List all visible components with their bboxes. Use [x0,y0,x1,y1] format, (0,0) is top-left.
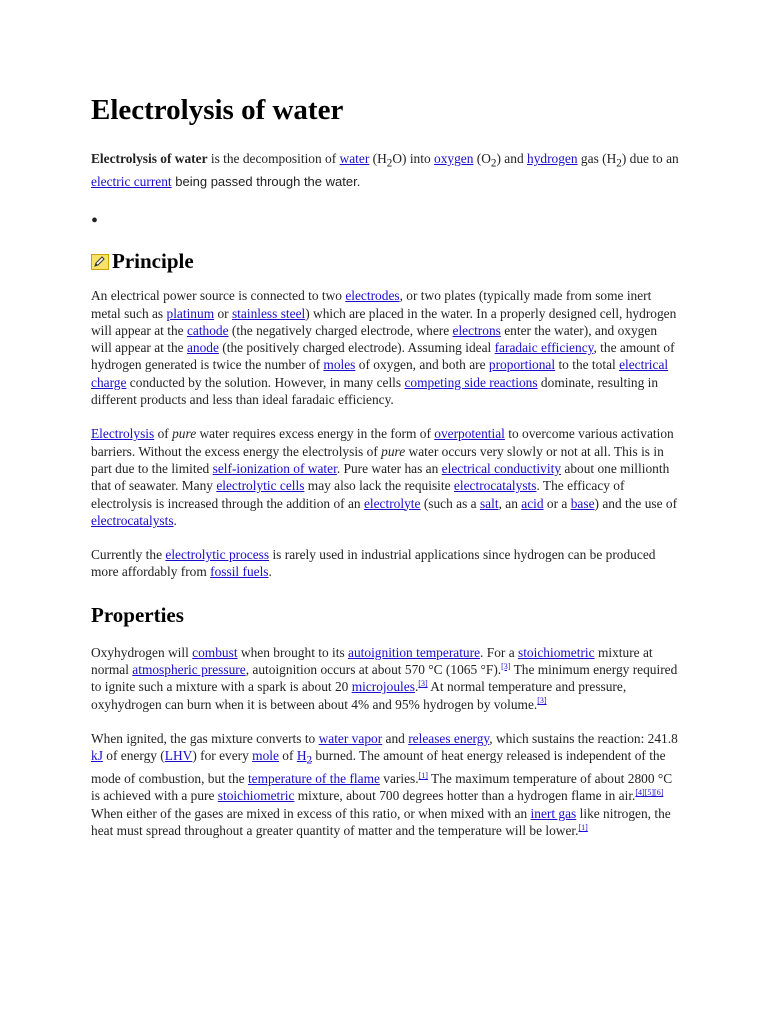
link-self-ionization-of-water[interactable]: self-ionization of water [212,460,337,476]
text: ) due to an [621,151,679,166]
edit-icon[interactable] [91,254,109,270]
principle-paragraph-3 [91,546,681,581]
subscript: 2 [306,754,313,767]
subscript: 2 [490,157,497,170]
link-stainless-steel[interactable]: stainless steel [231,305,306,321]
citation-link[interactable]: [4] [635,788,645,797]
text: Oxyhydrogen will [91,644,193,660]
text: when brought to its [237,644,349,660]
citation-link[interactable]: [1] [418,770,428,780]
text: At normal temperature and pressure, oxyhydrogen can burn when it is between about 4% and 95% hydrogen by volume. [91,679,627,712]
link-cathode[interactable]: cathode [186,322,229,338]
intro-bold-term: Electrolysis of water [91,151,208,166]
citation-link[interactable]: [5] [644,788,655,797]
text: O) into [392,151,435,166]
citation-link[interactable]: [3] [501,661,511,671]
text: is rarely used in industrial applications since hydrogen can be produced more affordably from [91,547,656,580]
link-anode[interactable]: anode [186,340,219,356]
text: varies. [379,771,419,787]
text: ) and the use of [594,495,678,511]
text: , autoignition occurs at about 570 °C (1065 °F). [245,662,502,678]
link-electrolytic-cells[interactable]: electrolytic cells [216,478,305,494]
link-electrical-charge[interactable]: electrical charge [91,357,669,390]
text: mixture, about 700 degrees hotter than a hydrogen flame in air. [294,788,636,804]
text: (such as a [420,495,480,511]
link-autoignition-temperature[interactable]: autoignition temperature [348,644,481,660]
link-h2[interactable] [296,748,313,767]
text: or a [543,495,571,511]
text: An electrical power source is connected to two [91,288,346,304]
link-electrodes[interactable]: electrodes [345,288,400,304]
link-temperature-of-the-flame[interactable]: temperature of the flame [247,771,380,787]
link-salt[interactable]: salt [479,495,499,511]
article-content [91,92,681,839]
text: (the positively charged electrode). Assuming ideal [218,340,495,356]
text: burned. The amount of heat energy released is independent of the mode of combustion, but the [91,748,666,787]
link-stoichiometric[interactable]: stoichiometric [517,644,595,660]
text: of energy ( [102,748,165,764]
text: (the negatively charged electrode, where [228,322,453,338]
citation-link[interactable]: [1] [578,822,588,832]
text: like nitrogen, the heat must spread throughout a greater quantity of matter and the temperature will be lower. [91,805,671,839]
link-stoichiometric-2[interactable]: stoichiometric [217,788,295,804]
text: dominate, resulting in different products and less than ideal faradaic efficiency. [91,374,659,408]
section-heading-properties: Properties [91,602,184,627]
link-electrocatalysts[interactable]: electrocatalysts [453,478,537,494]
link-oxygen[interactable]: oxygen [434,151,474,166]
text: may also lack the requisite [304,478,454,494]
text: ) for every [192,748,253,764]
text: conducted by the solution. However, in many cells [126,374,405,390]
text: . [173,512,177,528]
properties-paragraph-2 [91,730,681,839]
subscript: 2 [616,157,622,170]
text: When ignited, the gas mixture converts to [91,730,319,746]
text: H [296,748,307,764]
link-hydrogen[interactable]: hydrogen [527,151,578,166]
text: mixture at normal [91,644,653,678]
link-acid[interactable]: acid [521,495,544,511]
text: , an [498,495,522,511]
principle-paragraph-1 [91,287,681,408]
link-electrolytic-process[interactable]: electrolytic process [165,547,270,563]
link-moles[interactable]: moles [323,357,356,373]
link-atmospheric-pressure[interactable]: atmospheric pressure [132,662,246,678]
link-overpotential[interactable]: overpotential [434,426,505,442]
link-competing-side-reactions[interactable]: competing side reactions [404,374,538,390]
text: , the amount of hydrogen generated is twice the number of [91,340,675,373]
text: about one millionth that of seawater. Many [91,460,670,494]
text: , which sustains the reaction: 241.8 [489,730,678,746]
text: water occurs very slowly or not at all. This is in part due to the limited [91,443,664,476]
link-electrocatalysts-2[interactable]: electrocatalysts [91,512,174,528]
subscript: 2 [386,157,393,170]
text: gas (H [577,151,617,166]
text: ) which are placed in the water. In a properly designed cell, hydrogen will appear at the [91,305,677,338]
text: The minimum energy required to ignite such a mixture with a spark is about 20 [91,662,678,695]
text: . Pure water has an [336,460,442,476]
text: of oxygen, and both are [355,357,489,373]
link-fossil-fuels[interactable]: fossil fuels [210,564,269,580]
text: . [268,564,272,580]
italic-text: pure [381,443,406,459]
text: Currently the [91,547,166,563]
link-water-vapor[interactable]: water vapor [318,730,383,746]
citation-link[interactable]: [3] [418,678,428,688]
text: of [154,426,173,442]
link-electrolysis[interactable]: Electrolysis [91,426,155,442]
text: When either of the gases are mixed in excess of this ratio, or when mixed with an [91,805,531,821]
link-mole[interactable]: mole [252,748,279,764]
text: . [414,679,419,695]
text: being passed through the water. [171,173,361,189]
section-heading-principle: Principle [112,249,194,274]
text: to the total [555,357,620,373]
text: or [214,305,232,321]
text: . For a [480,644,518,660]
bullet-point: • [91,210,99,233]
intro-paragraph [91,150,681,190]
text: enter the water), and oxygen will appear at the [91,322,658,356]
principle-paragraph-2 [91,425,681,529]
text: . The efficacy of electrolysis is increased through the addition of an [91,478,625,511]
citation-link[interactable]: [3] [537,696,547,706]
link-proportional[interactable]: proportional [488,357,556,373]
link-electric-current[interactable]: electric current [91,173,172,189]
link-inert-gas[interactable]: inert gas [530,805,577,821]
link-combust[interactable]: combust [192,644,238,660]
citation-link[interactable]: [6] [654,788,664,797]
text: , or two plates (typically made from some inert metal such as [91,288,652,321]
text: water requires excess energy in the form of [196,426,435,442]
text: of [278,748,297,764]
text: ) and [496,151,527,166]
text: is the decomposition of [207,151,340,166]
properties-paragraph-1 [91,644,681,713]
text: and [382,730,409,746]
link-electrolyte[interactable]: electrolyte [363,495,421,511]
principle-heading-row [91,247,681,275]
link-electrons[interactable]: electrons [452,322,501,338]
text: to overcome various activation barriers. Without the excess energy the electrolysis of [91,426,674,459]
link-faradaic-efficiency[interactable]: faradaic efficiency [494,340,594,356]
link-platinum[interactable]: platinum [166,305,215,321]
link-lhv[interactable]: LHV [164,748,193,764]
link-kj[interactable]: kJ [91,748,103,764]
link-microjoules[interactable]: microjoules [351,679,415,695]
page-title: Electrolysis of water [91,94,344,126]
link-water[interactable]: water [339,151,370,166]
text: (H [369,151,387,166]
link-releases-energy[interactable]: releases energy [408,730,490,746]
link-electrical-conductivity[interactable]: electrical conductivity [441,460,562,476]
text: (O [473,151,491,166]
link-base[interactable]: base [570,495,595,511]
italic-text: pure [172,426,197,442]
text: The maximum temperature of about 2800 °C is achieved with a pure [91,771,673,804]
